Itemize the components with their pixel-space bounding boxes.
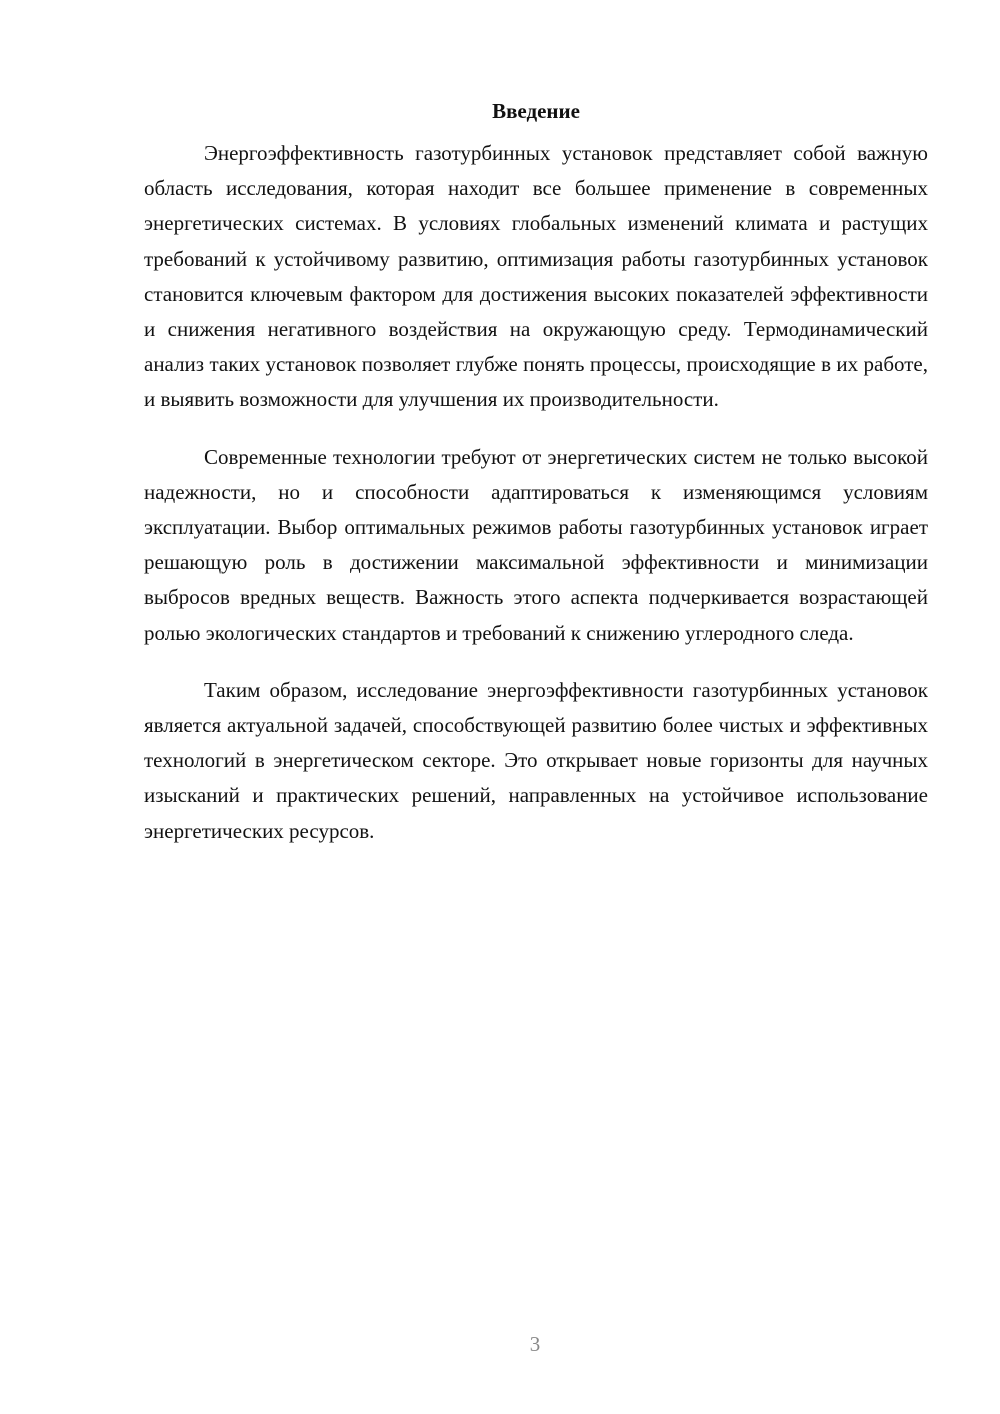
document-body xyxy=(144,96,928,871)
section-heading: Введение xyxy=(492,99,580,123)
paragraph-3: Таким образом, исследование энергоэффективности газотурбинных установок является актуальной задачей, способствующей развитию более чистых и эффективных технологий в энергетическом секторе. Это открывает новые горизонты для научных изысканий и практических решений, направленных на устойчивое использование энергетических ресурсов. xyxy=(144,677,928,843)
paragraph-1: Энергоэффективность газотурбинных установок представляет собой важную область исследования, которая находит все большее применение в современных энергетических системах. В условиях глобальных изменений климата и растущих требований к устойчивому развитию, оптимизация работы газотурбинных установок становится ключевым фактором для достижения высоких показателей эффективности и снижения негативного воздействия на окружающую среду. Термодинамический анализ таких установок позволяет глубже понять процессы, происходящие в их работе, и выявить возможности для улучшения их производительности. xyxy=(144,141,928,412)
page-number: 3 xyxy=(529,1332,541,1356)
paragraph-2: Современные технологии требуют от энергетических систем не только высокой надежности, но и способности адаптироваться к изменяющимся условиям эксплуатации. Выбор оптимальных режимов работы газотурбинных установок играет решающую роль в достижении максимальной эффективности и минимизации выбросов вредных веществ. Важность этого аспекта подчеркивается возрастающей ролью экологических стандартов и требований к снижению углеродного следа. xyxy=(144,444,928,645)
